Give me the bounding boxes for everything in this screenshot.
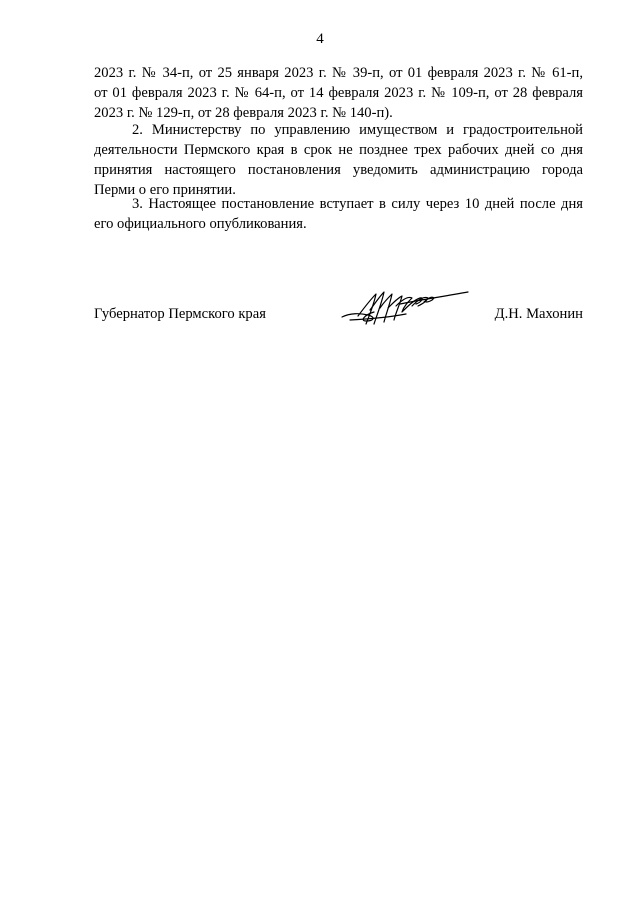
page-number: 4: [316, 31, 324, 47]
text-line: деятельности Пермского края в срок не позднее трех рабочих дней со дня: [94, 142, 583, 158]
signature-block: [94, 302, 583, 326]
signer-name: Д.Н. Махонин: [494, 306, 583, 322]
paragraph-continuation: [94, 63, 583, 123]
text-line: 2023 г. № 34-п, от 25 января 2023 г. № 39-п, от 01 февраля 2023 г. № 61-п,: [94, 65, 583, 81]
text-line: 3. Настоящее постановление вступает в силу через 10 дней после дня: [132, 196, 583, 212]
handwritten-signature: [340, 286, 470, 334]
text-line: от 01 февраля 2023 г. № 64-п, от 14 февраля 2023 г. № 109-п, от 28 февраля: [94, 85, 583, 101]
text-line: 2. Министерству по управлению имуществом и градостроительной: [132, 122, 583, 138]
paragraph-item-3: [94, 194, 583, 234]
text-line: принятия настоящего постановления уведомить администрацию города: [94, 162, 583, 178]
paragraph-item-2: [94, 120, 583, 200]
text-line: его официального опубликования.: [94, 216, 307, 232]
text-line: 2023 г. № 129-п, от 28 февраля 2023 г. № 140-п).: [94, 105, 393, 121]
signer-position: Губернатор Пермского края: [94, 306, 266, 322]
text-line: Перми о его принятии.: [94, 182, 236, 198]
